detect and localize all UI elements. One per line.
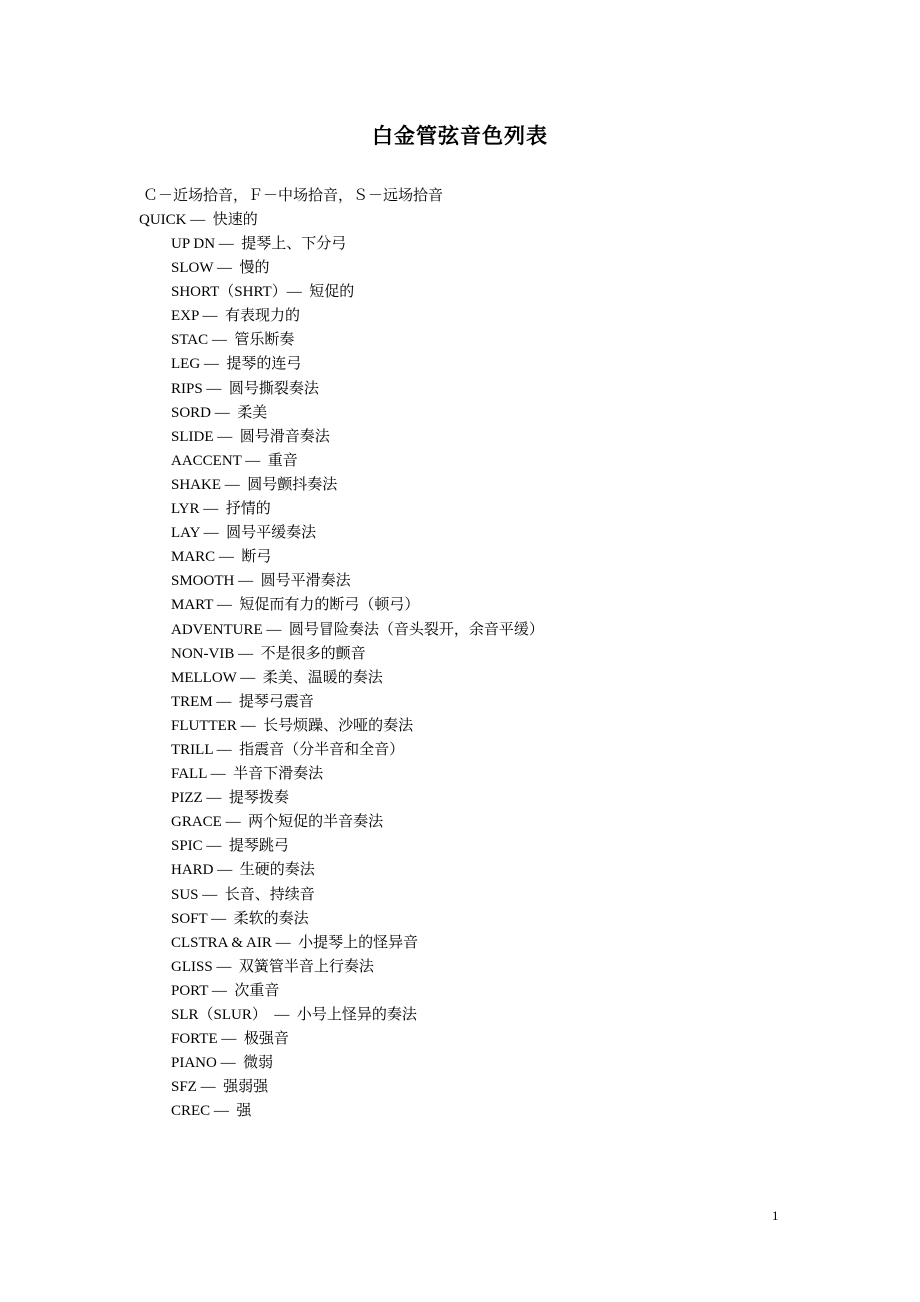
term-item: PORT — 次重音 bbox=[171, 982, 280, 999]
term-item: SLOW — 慢的 bbox=[171, 260, 270, 277]
term-item: STAC — 管乐断奏 bbox=[171, 332, 295, 349]
root-term: QUICK — 快速的 bbox=[139, 212, 258, 228]
term-item: SHORT（SHRT）— 短促的 bbox=[171, 284, 355, 301]
pickup-legend: Ｃ－近场拾音，Ｆ－中场拾音，Ｓ－远场拾音 bbox=[143, 188, 444, 204]
term-item: LYR — 抒情的 bbox=[171, 501, 271, 518]
term-item: PIANO — 微弱 bbox=[171, 1055, 274, 1072]
term-item: SUS — 长音、持续音 bbox=[171, 886, 315, 903]
term-item: PIZZ — 提琴拨奏 bbox=[171, 790, 289, 807]
term-item: SLIDE — 圆号滑音奏法 bbox=[171, 428, 330, 445]
term-item: SORD — 柔美 bbox=[171, 404, 268, 421]
term-item: MARC — 断弓 bbox=[171, 549, 272, 566]
term-item: TRILL — 指震音（分半音和全音） bbox=[171, 741, 405, 758]
term-item: LEG — 提琴的连弓 bbox=[171, 356, 302, 373]
term-item: LAY — 圆号平缓奏法 bbox=[171, 525, 317, 542]
term-item: GRACE — 两个短促的半音奏法 bbox=[171, 814, 384, 831]
term-item: FORTE — 极强音 bbox=[171, 1031, 289, 1048]
term-list bbox=[171, 232, 544, 1123]
term-item: MART — 短促而有力的断弓（顿弓） bbox=[171, 597, 420, 614]
document-title: 白金管弦音色列表 bbox=[372, 124, 548, 148]
term-item: HARD — 生硬的奏法 bbox=[171, 862, 315, 879]
term-item: FLUTTER — 长号烦躁、沙哑的奏法 bbox=[171, 717, 414, 734]
term-item: SMOOTH — 圆号平滑奏法 bbox=[171, 573, 351, 590]
term-item: MELLOW — 柔美、温暖的奏法 bbox=[171, 669, 383, 686]
term-item: ADVENTURE — 圆号冒险奏法（音头裂开，余音平缓） bbox=[171, 621, 544, 638]
term-item: SOFT — 柔软的奏法 bbox=[171, 910, 309, 927]
term-item: AACCENT — 重音 bbox=[171, 452, 298, 469]
term-item: CREC — 强 bbox=[171, 1103, 252, 1120]
page-number: 1 bbox=[772, 1208, 779, 1223]
term-item: SHAKE — 圆号颤抖奏法 bbox=[171, 476, 338, 493]
term-item: GLISS — 双簧管半音上行奏法 bbox=[171, 958, 374, 975]
term-item: UP DN — 提琴上、下分弓 bbox=[171, 236, 347, 252]
term-item: EXP — 有表现力的 bbox=[171, 308, 301, 325]
term-item: TREM — 提琴弓震音 bbox=[171, 693, 314, 710]
term-item: NON-VIB — 不是很多的颤音 bbox=[171, 645, 366, 662]
term-item: CLSTRA & AIR — 小提琴上的怪异音 bbox=[171, 934, 419, 951]
term-item: FALL — 半音下滑奏法 bbox=[171, 766, 324, 783]
term-item: RIPS — 圆号撕裂奏法 bbox=[171, 380, 319, 397]
term-item: SLR（SLUR） — 小号上怪异的奏法 bbox=[171, 1007, 417, 1023]
term-item: SPIC — 提琴跳弓 bbox=[171, 838, 289, 855]
term-item: SFZ — 强弱强 bbox=[171, 1079, 269, 1096]
